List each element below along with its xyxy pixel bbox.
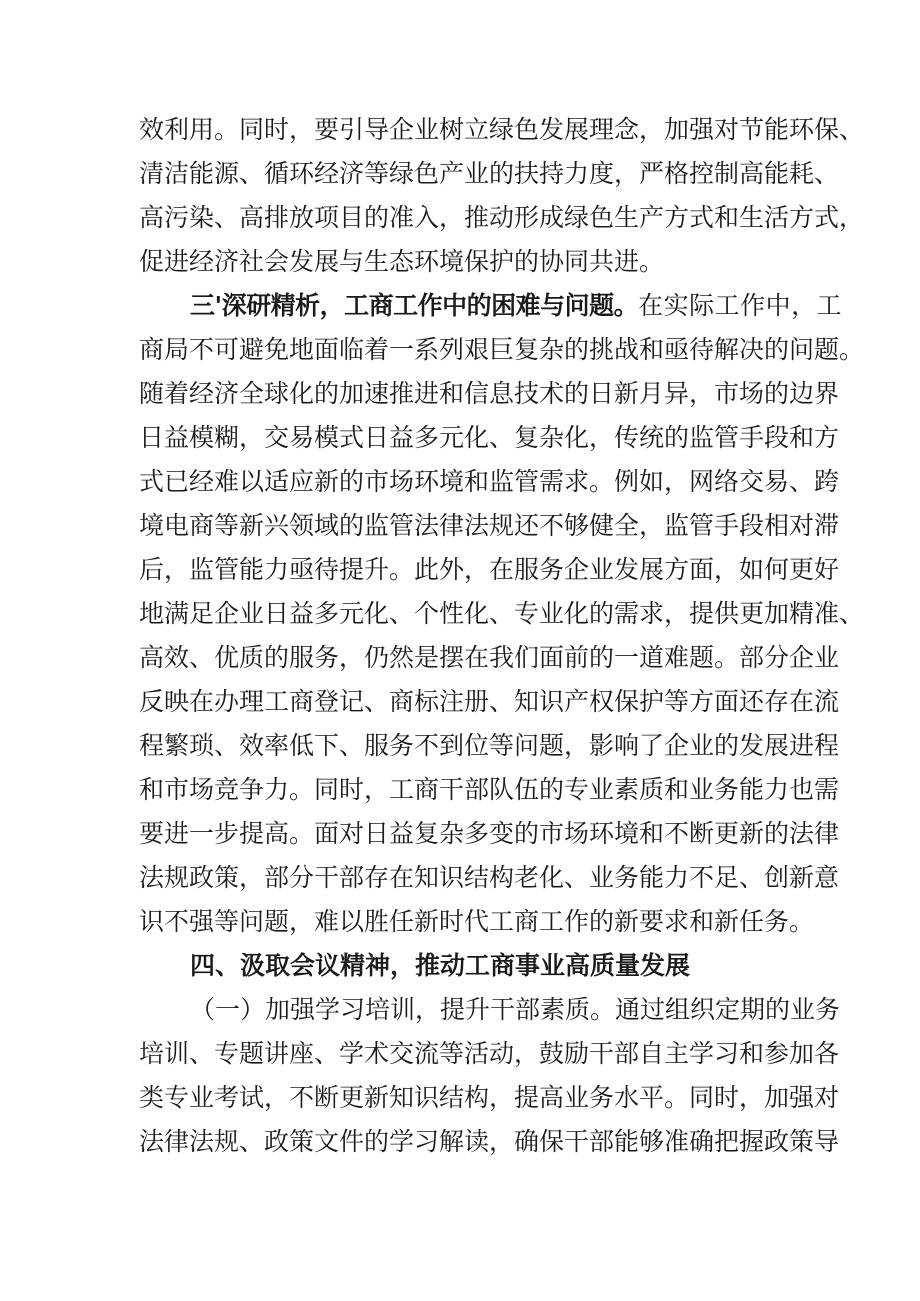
- text-line: 地满足企业日益多元化、个性化、专业化的需求，提供更加精准、: [139, 599, 865, 628]
- section-4-heading: 四、汲取会议精神，推动工商事业高质量发展: [190, 951, 691, 980]
- text-line: 促进经济社会发展与生态环境保护的协同共进。: [139, 247, 665, 276]
- text-line: 式已经难以适应新的市场环境和监管需求。例如，网络交易、跨: [139, 467, 840, 496]
- section-3-heading: 三'深研精析，工商工作中的困难与问题。: [190, 291, 639, 320]
- text-line: 后，监管能力亟待提升。此外，在服务企业发展方面，如何更好: [139, 555, 840, 584]
- text-line: 商局不可避免地面临着一系列艰巨复杂的挑战和亟待解决的问题。: [139, 335, 865, 364]
- text-line: 效利用。同时，要引导企业树立绿色发展理念，加强对节能环保、: [139, 115, 865, 144]
- text-line: 和市场竞争力。同时，工商干部队伍的专业素质和业务能力也需: [139, 775, 840, 804]
- text-line: 法规政策，部分干部存在知识结构老化、业务能力不足、创新意: [139, 863, 840, 892]
- text-line: 识不强等问题，难以胜任新时代工商工作的新要求和新任务。: [139, 907, 815, 936]
- text-line: （一）加强学习培训，提升干部素质。通过组织定期的业务: [190, 995, 841, 1024]
- text-line: 高污染、高排放项目的准入，推动形成绿色生产方式和生活方式，: [139, 203, 865, 232]
- text-line: 法律法规、政策文件的学习解读，确保干部能够准确把握政策导: [139, 1127, 840, 1156]
- text-line: 清洁能源、循环经济等绿色产业的扶持力度，严格控制高能耗、: [139, 159, 840, 188]
- text-line: 要进一步提高。面对日益复杂多变的市场环境和不断更新的法律: [139, 819, 840, 848]
- text-line: 随着经济全球化的加速推进和信息技术的日新月异，市场的边界: [139, 379, 840, 408]
- text-line: 反映在办理工商登记、商标注册、知识产权保护等方面还存在流: [139, 687, 840, 716]
- text-line: 程繁琐、效率低下、服务不到位等问题，影响了企业的发展进程: [139, 731, 840, 760]
- text-line: 类专业考试，不断更新知识结构，提高业务水平。同时，加强对: [139, 1083, 840, 1112]
- text-line: 培训、专题讲座、学术交流等活动，鼓励干部自主学习和参加各: [139, 1039, 840, 1068]
- text-line: 境电商等新兴领域的监管法律法规还不够健全，监管手段相对滞: [139, 511, 840, 540]
- section-3-lead-text: 在实际工作中，工: [638, 291, 843, 320]
- section-3-heading-line: [190, 284, 843, 328]
- text-line: 日益模糊，交易模式日益多元化、复杂化，传统的监管手段和方: [139, 423, 840, 452]
- text-line: 高效、优质的服务，仍然是摆在我们面前的一道难题。部分企业: [139, 643, 840, 672]
